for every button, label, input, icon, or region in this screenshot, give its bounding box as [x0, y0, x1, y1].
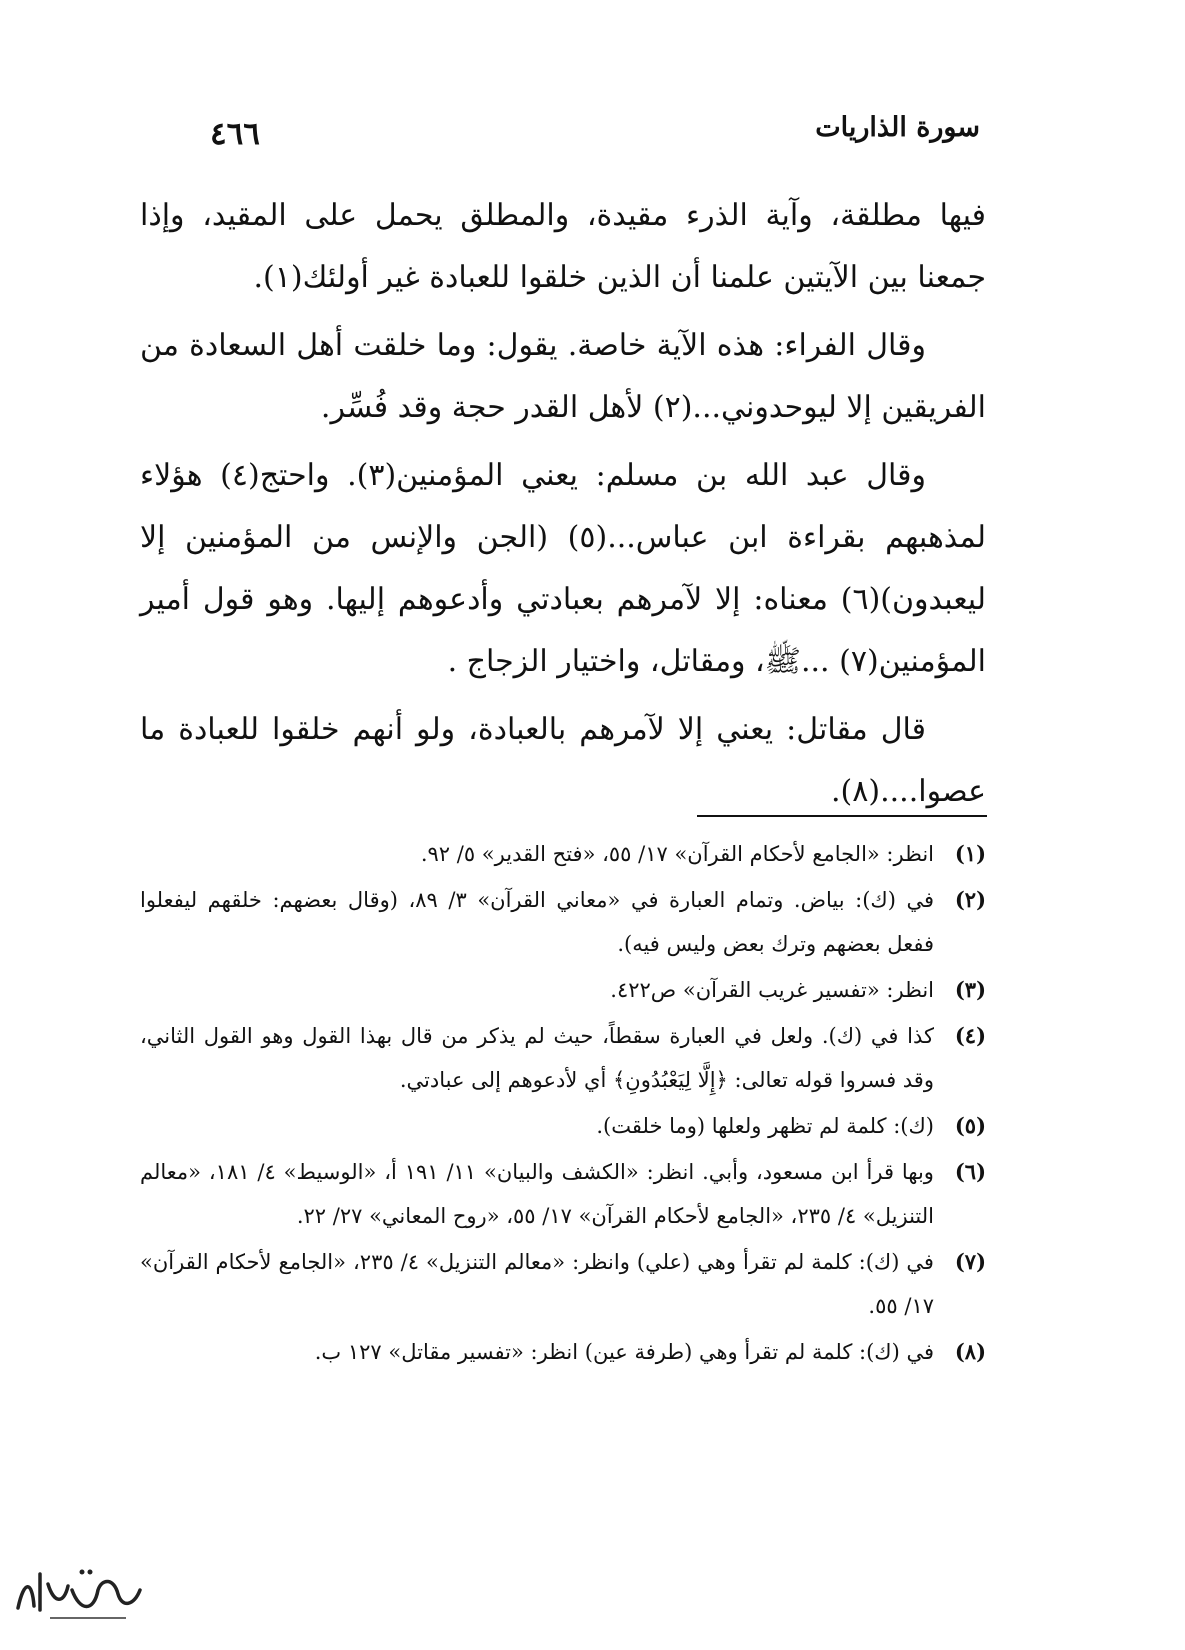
- footnote: [140, 1150, 986, 1238]
- footnote: [140, 1240, 986, 1328]
- footnote-text: في (ك): كلمة لم تقرأ وهي (طرفة عين) انظر: «تفسير مقاتل» ١٢٧ ب.: [314, 1340, 934, 1364]
- publisher-logo: [10, 1560, 150, 1630]
- footnote: [140, 968, 986, 1012]
- footnote-number: (٧): [954, 1249, 986, 1274]
- footnote-text: وبها قرأ ابن مسعود، وأبي. انظر: «الكشف والبيان» ١١/ ١٩١ أ، «الوسيط» ٤/ ١٨١، «معالم التنزيل» ٤/ ٢٣٥، «الجامع لأحكام القرآن» ١٧/ ٥٥، «روح المعاني» ٢٧/ ٢٢.: [140, 1160, 934, 1228]
- footnote: [140, 1014, 986, 1102]
- surah-title: سورة الذاريات: [815, 112, 980, 143]
- footnote-number: (٣): [954, 977, 986, 1002]
- footnote-text: (ك): كلمة لم تظهر ولعلها (وما خلقت).: [596, 1114, 934, 1138]
- paragraph: وقال الفراء: هذه الآية خاصة. يقول: وما خلقت أهل السعادة من الفريقين إلا ليوحدوني...(٢) لأهل القدر حجة وقد فُسِّر.: [140, 328, 986, 425]
- footnote-text: كذا في (ك). ولعل في العبارة سقطاً، حيث لم يذكر من قال بهذا القول وهو القول الثاني، وقد فسروا قوله تعالى: ﴿إِلَّا لِيَعْبُدُونِ﴾ أي لأدعوهم إلى عبادتي.: [140, 1024, 934, 1092]
- footnote-text: انظر: «تفسير غريب القرآن» ص٤٢٢.: [610, 978, 934, 1002]
- main-text: [140, 185, 986, 829]
- footnote-number: (٨): [954, 1339, 986, 1364]
- footnote: [140, 1330, 986, 1374]
- footnote-text: في (ك): بياض. وتمام العبارة في «معاني القرآن» ٣/ ٨٩، (وقال بعضهم: خلقهم ليفعلوا ففعل بعضهم وترك بعض وليس فيه).: [140, 888, 934, 956]
- footnote-number: (١): [954, 841, 986, 866]
- paragraph: قال مقاتل: يعني إلا لآمرهم بالعبادة، ولو أنهم خلقوا للعبادة ما عصوا....(٨).: [140, 712, 986, 809]
- footnote-number: (٢): [954, 887, 986, 912]
- paragraph: فيها مطلقة، وآية الذرء مقيدة، والمطلق يحمل على المقيد، وإذا جمعنا بين الآيتين علمنا أن الذين خلقوا للعبادة غير أولئك(١).: [140, 198, 986, 295]
- calligraphy-logo-icon: [10, 1560, 150, 1630]
- page-number: ٤٦٦: [210, 116, 260, 152]
- footnote-separator: [697, 815, 987, 817]
- footnote-number: (٥): [954, 1113, 986, 1138]
- footnote: [140, 1104, 986, 1148]
- footnote: [140, 832, 986, 876]
- footnote: [140, 878, 986, 966]
- footnotes: [140, 832, 986, 1376]
- running-header: [210, 112, 980, 160]
- paragraph: وقال عبد الله بن مسلم: يعني المؤمنين(٣). واحتج(٤) هؤلاء لمذهبهم بقراءة ابن عباس...(٥) (الجن والإنس من المؤمنين إلا ليعبدون)(٦) معناه: إلا لآمرهم بعبادتي وأدعوهم إليها. وهو قول أمير المؤمنين(٧) ...ﷺ، ومقاتل، واختيار الزجاج .: [140, 458, 986, 679]
- footnote-number: (٤): [954, 1023, 986, 1048]
- footnote-text: انظر: «الجامع لأحكام القرآن» ١٧/ ٥٥، «فتح القدير» ٥/ ٩٢.: [420, 842, 934, 866]
- footnote-text: في (ك): كلمة لم تقرأ وهي (علي) وانظر: «معالم التنزيل» ٤/ ٢٣٥، «الجامع لأحكام القرآن» ١٧/ ٥٥.: [140, 1250, 934, 1318]
- footnote-number: (٦): [954, 1159, 986, 1184]
